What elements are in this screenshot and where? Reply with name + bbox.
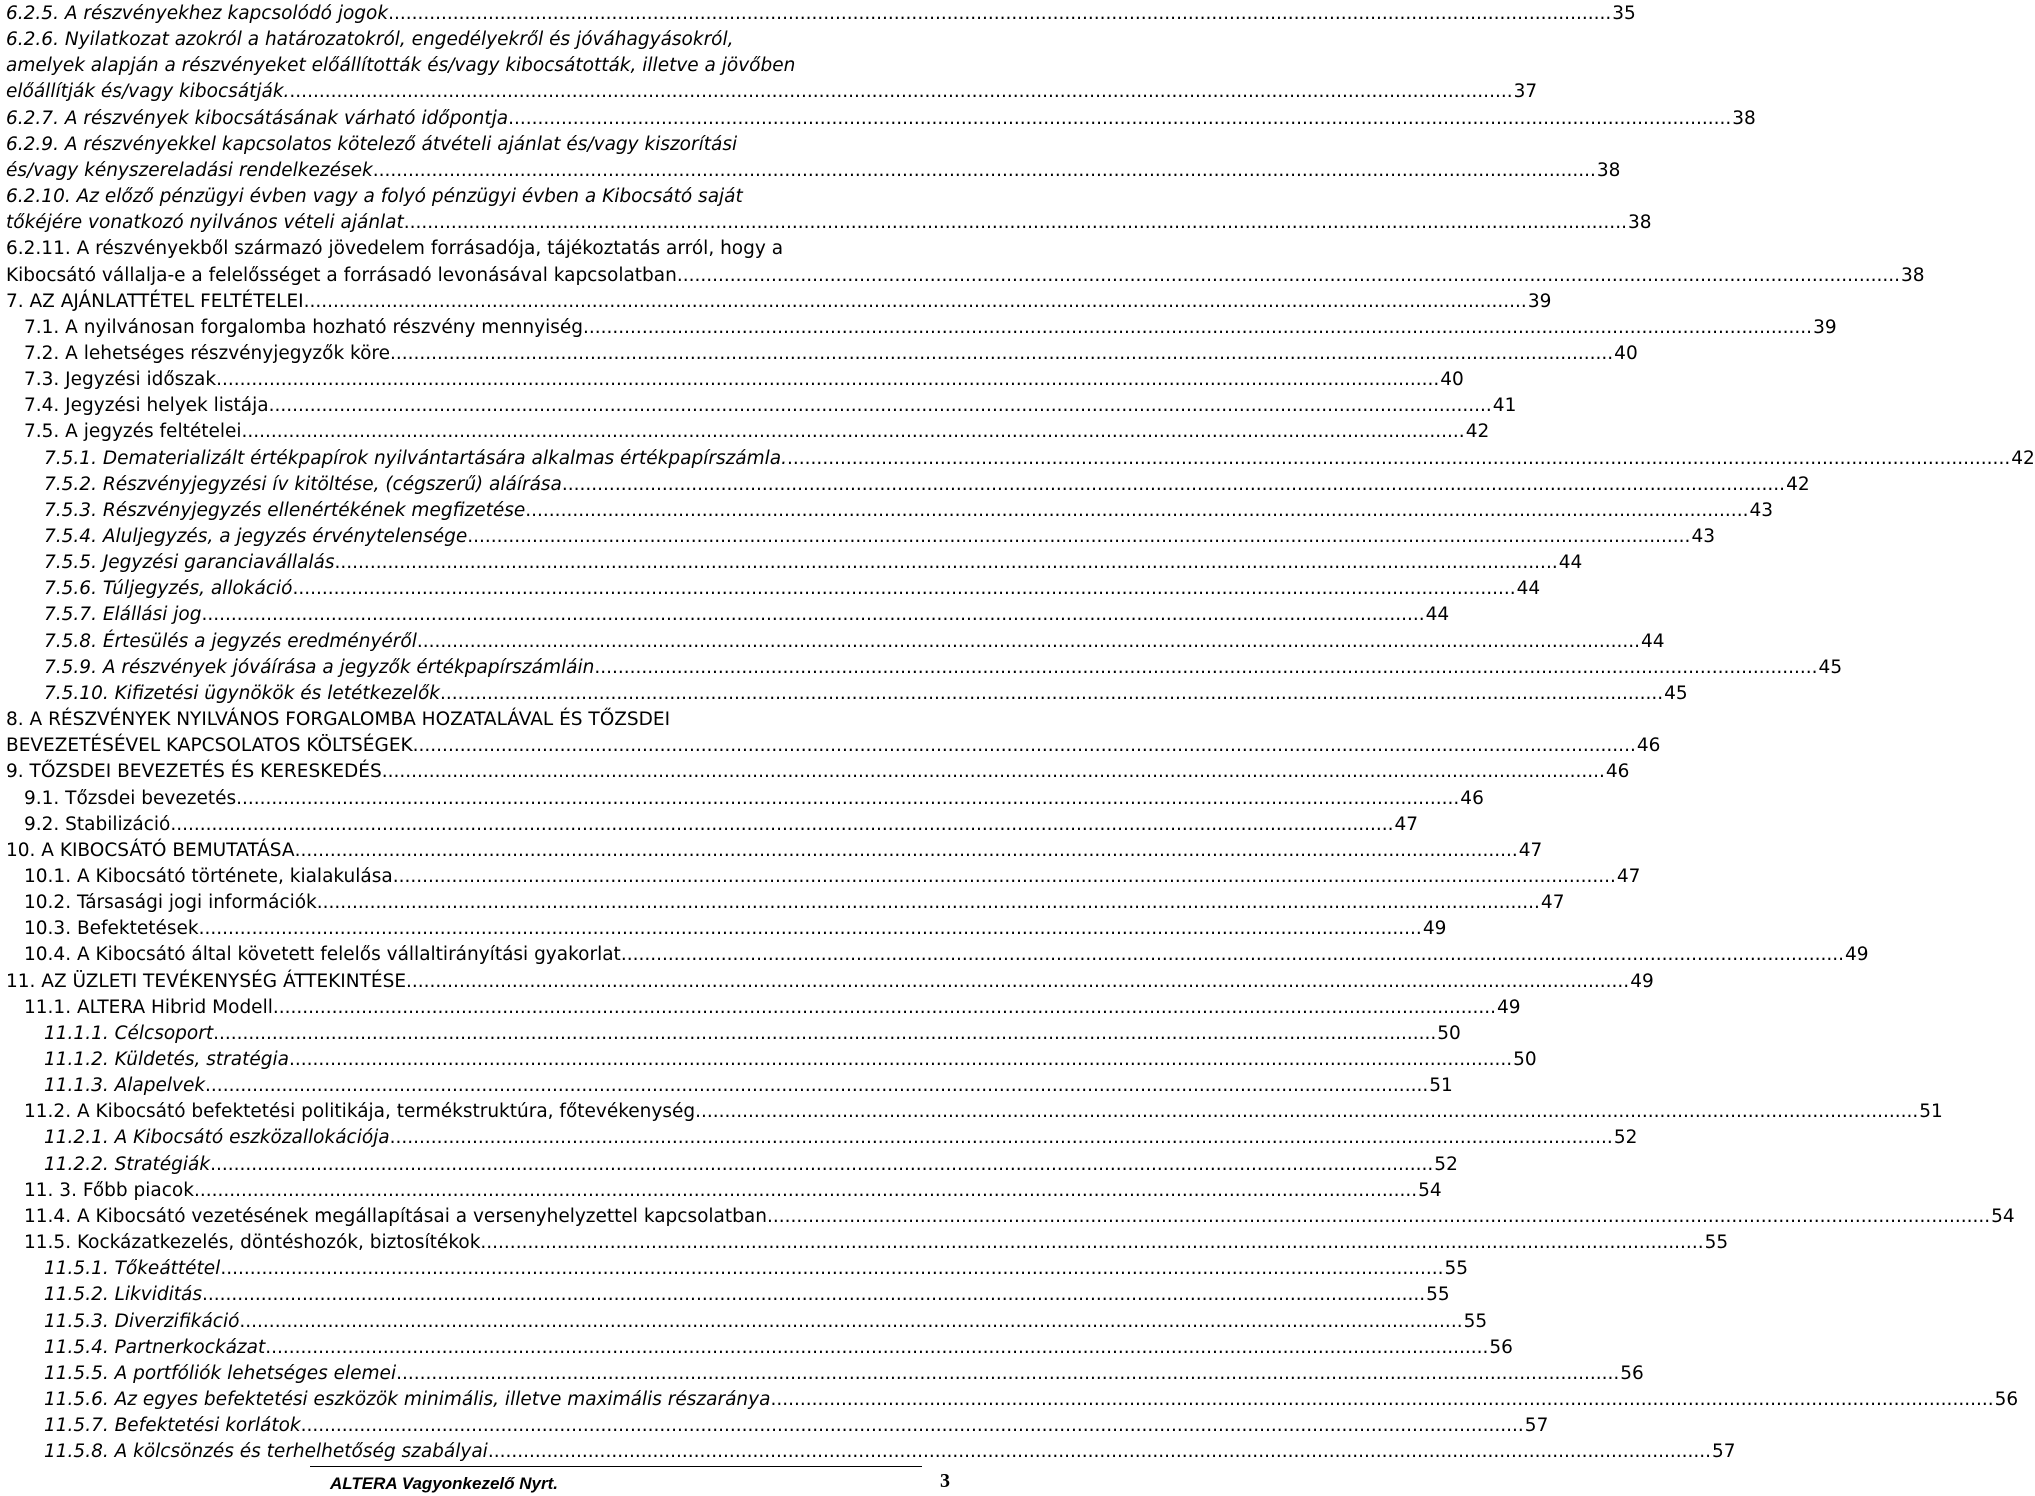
toc-dot-leader: [589, 315, 1812, 341]
toc-dot-leader: [301, 1413, 1524, 1439]
toc-entry-title: 11.1.1. Célcsoport: [44, 1022, 214, 1044]
toc-entry-title: 9.1. Tőzsdei bevezetés: [24, 787, 237, 809]
toc-entry[interactable]: [6, 158, 1621, 184]
toc-dot-leader: [695, 1099, 1918, 1125]
toc-entry[interactable]: [44, 681, 1688, 707]
toc-entry[interactable]: [24, 864, 1641, 890]
toc-dot-leader: [265, 1335, 1488, 1361]
toc-entry-title: 8. A RÉSZVÉNYEK NYILVÁNOS FORGALOMBA HOZATALÁVAL ÉS TŐZSDEI: [6, 709, 671, 731]
toc-entry[interactable]: [44, 1152, 1458, 1178]
toc-entry-title: 11.2.2. Stratégiák: [44, 1153, 211, 1175]
toc-entry-title: 7.4. Jegyzési helyek listája: [24, 395, 269, 417]
toc-entry[interactable]: [44, 498, 1773, 524]
toc-dot-leader: [404, 210, 1627, 236]
toc-entry-page: 49: [1844, 944, 1869, 966]
toc-entry[interactable]: [24, 890, 1565, 916]
toc-entry-title: 6.2.11. A részvényekből származó jövedelem forrásadója, tájékoztatás arról, hogy a: [6, 238, 784, 260]
toc-entry[interactable]: [24, 341, 1638, 367]
toc-dot-leader: [216, 367, 1439, 393]
toc-entry-title: 10.3. Befektetések: [24, 918, 199, 940]
toc-entry-title: 11.5.1. Tőkeáttétel: [44, 1258, 221, 1280]
toc-entry[interactable]: [44, 1021, 1461, 1047]
toc-entry[interactable]: [24, 916, 1447, 942]
toc-entry-page: 42: [2011, 447, 2035, 469]
toc-dot-leader: [767, 1204, 1990, 1230]
toc-entry-title: 7.5.10. Kifizetési ügynökök és letétkezelők: [44, 682, 440, 704]
toc-entry[interactable]: [6, 53, 954, 79]
toc-entry-page: 42: [1465, 421, 1490, 443]
toc-entry[interactable]: [6, 969, 1654, 995]
toc-entry-page: 49: [1497, 996, 1521, 1018]
toc-entry-title: 6.2.7. A részvények kibocsátásának várható időpontja: [6, 107, 509, 129]
toc-entry[interactable]: [24, 786, 1484, 812]
toc-dot-leader: [467, 524, 1690, 550]
toc-entry-title: 7. AZ AJÁNLATTÉTEL FELTÉTELEI: [6, 290, 304, 312]
toc-entry-title: 6.2.9. A részvényekkel kapcsolatos kötelező átvételi ajánlat és/vagy kiszorítási: [6, 133, 738, 155]
toc-entry-page: 57: [1712, 1441, 1736, 1463]
toc-entry-page: 47: [1518, 839, 1543, 861]
toc-entry[interactable]: [24, 367, 1464, 393]
toc-entry-title: 11.1. ALTERA Hibrid Modell: [24, 996, 273, 1018]
toc-entry[interactable]: [6, 27, 954, 53]
toc-entry-title: 10. A KIBOCSÁTÓ BEMUTATÁSA: [6, 839, 295, 861]
toc-entry[interactable]: [24, 419, 1490, 445]
toc-entry-page: 44: [1516, 578, 1541, 600]
toc-entry-title: 7.3. Jegyzési időszak: [24, 369, 217, 391]
toc-entry-page: 38: [1596, 159, 1621, 181]
toc-dot-leader: [210, 1152, 1433, 1178]
toc-entry[interactable]: [6, 210, 1652, 236]
toc-dot-leader: [562, 472, 1785, 498]
toc-entry-page: 43: [1691, 526, 1715, 547]
toc-entry-title: 11.1.2. Küldetés, stratégia: [44, 1049, 289, 1070]
toc-entry[interactable]: [24, 995, 1521, 1021]
toc-entry-title: 7.5.2. Részvényjegyzési ív kitöltése, (cégszerű) aláírása: [44, 473, 562, 495]
toc-dot-leader: [205, 1073, 1428, 1099]
toc-entry-title: 11.5.8. A kölcsönzés és terhelhetőség szabályai: [44, 1441, 488, 1463]
toc-entry-page: 38: [1732, 107, 1756, 129]
toc-entry-title: 11.5. Kockázatkezelés, döntéshozók, biztosítékok: [24, 1232, 481, 1254]
toc-entry-page: 37: [1513, 81, 1538, 103]
toc-dot-leader: [390, 1125, 1613, 1151]
toc-dot-leader: [292, 576, 1515, 602]
toc-entry-page: 56: [1489, 1336, 1513, 1358]
toc-entry-title: 7.5.3. Részvényjegyzés ellenértékének megfizetése: [44, 499, 526, 521]
toc-entry-page: 38: [1627, 212, 1652, 234]
toc-entry-page: 38: [1901, 264, 1925, 286]
toc-entry-title: amelyek alapján a részvényeket előállították és/vagy kibocsátották, illetve a jövőben: [6, 55, 796, 77]
toc-entry[interactable]: [44, 1361, 1644, 1387]
toc-entry[interactable]: [44, 550, 1583, 576]
toc-entry-title: 11.4. A Kibocsátó vezetésének megállapításai a versenyhelyzettel kapcsolatban: [24, 1205, 767, 1227]
toc-entry-page: 56: [1994, 1388, 2019, 1410]
toc-entry-title: 6.2.5. A részvényekhez kapcsolódó jogok: [6, 3, 389, 24]
toc-entry-title: 11.2. A Kibocsátó befektetési politikája, termékstruktúra, főtevékenység: [24, 1101, 696, 1123]
toc-entry[interactable]: [24, 942, 1869, 968]
toc-dot-leader: [170, 812, 1393, 838]
toc-dot-leader: [525, 498, 1748, 524]
toc-entry-title: 7.5.4. Aluljegyzés, a jegyzés érvénytelensége: [44, 526, 468, 547]
toc-entry-page: 56: [1620, 1362, 1644, 1384]
toc-entry-title: 10.2. Társasági jogi információk: [24, 892, 317, 914]
toc-entry-page: 52: [1434, 1153, 1458, 1175]
toc-dot-leader: [488, 1439, 1711, 1465]
toc-entry-page: 45: [1818, 656, 1843, 678]
toc-dot-leader: [295, 838, 1518, 864]
toc-entry[interactable]: [6, 106, 1756, 132]
toc-entry-title: 11.5.4. Partnerkockázat: [44, 1336, 266, 1358]
toc-entry[interactable]: [6, 263, 1925, 289]
toc-entry-page: 43: [1749, 499, 1773, 521]
toc-entry-page: 54: [1418, 1179, 1442, 1201]
toc-entry[interactable]: [44, 1256, 1469, 1282]
toc-entry-title: BEVEZETÉSÉVEL KAPCSOLATOS KÖLTSÉGEK: [6, 735, 413, 757]
toc-entry-title: 9. TŐZSDEI BEVEZETÉS ÉS KERESKEDÉS: [6, 761, 382, 783]
toc-entry-title: 10.1. A Kibocsátó története, kialakulása: [24, 865, 393, 887]
toc-dot-leader: [396, 1361, 1619, 1387]
toc-entry[interactable]: [24, 1099, 1943, 1125]
toc-entry-page: 41: [1492, 395, 1517, 417]
toc-dot-leader: [390, 341, 1613, 367]
toc-entry-page: 55: [1426, 1284, 1450, 1306]
toc-entry-title: 11. AZ ÜZLETI TEVÉKENYSÉG ÁTTEKINTÉSE: [6, 970, 407, 992]
toc-dot-leader: [213, 1021, 1436, 1047]
toc-dot-leader: [677, 263, 1900, 289]
toc-entry-title: előállítják és/vagy kibocsátják.: [6, 81, 290, 103]
toc-entry-title: 7.5. A jegyzés feltételei: [24, 421, 242, 443]
toc-dot-leader: [388, 1, 1611, 27]
toc-entry-title: 9.2. Stabilizáció: [24, 813, 171, 835]
toc-entry-page: 49: [1422, 918, 1447, 940]
toc-entry-page: 47: [1616, 865, 1641, 887]
toc-dot-leader: [304, 289, 1527, 315]
toc-entry-title: 11.5.6. Az egyes befektetési eszközök minimális, illetve maximális részaránya: [44, 1388, 771, 1410]
toc-dot-leader: [202, 1282, 1425, 1308]
footer-page-number: 3: [940, 1470, 950, 1492]
toc-entry-page: 46: [1605, 761, 1630, 783]
toc-entry[interactable]: [44, 1413, 1549, 1439]
toc-entry-title: Kibocsátó vállalja-e a felelősséget a forrásadó levonásával kapcsolatban: [6, 264, 677, 286]
toc-entry[interactable]: [6, 1, 1636, 27]
toc-entry-title: 11.5.3. Diverzifikáció: [44, 1310, 240, 1332]
toc-entry[interactable]: [44, 446, 2035, 472]
toc-entry-page: 44: [1425, 604, 1450, 626]
toc-dot-leader: [413, 733, 1636, 759]
toc-entry[interactable]: [6, 733, 1661, 759]
toc-entry-title: 7.5.1. Dematerializált értékpapírok nyilvántartására alkalmas értékpapírszámla.: [44, 447, 788, 469]
toc-dot-leader: [289, 1047, 1512, 1073]
toc-dot-leader: [335, 550, 1558, 576]
toc-entry[interactable]: [44, 1335, 1513, 1361]
toc-dot-leader: [417, 629, 1640, 655]
toc-entry[interactable]: [44, 1439, 1736, 1465]
toc-entry-page: 42: [1786, 473, 1810, 495]
toc-entry-page: 55: [1463, 1310, 1488, 1332]
toc-entry[interactable]: [44, 472, 1810, 498]
toc-dot-leader: [269, 393, 1492, 419]
toc-entry[interactable]: [24, 315, 1837, 341]
toc-entry[interactable]: [24, 393, 1517, 419]
toc-entry-page: 47: [1540, 892, 1565, 914]
toc-entry-title: tőkéjére vonatkozó nyilvános vételi ajánlat: [6, 212, 404, 234]
toc-entry-page: 46: [1460, 787, 1484, 809]
toc-entry-page: 50: [1437, 1022, 1461, 1044]
toc-entry-title: 7.5.7. Elállási jog: [44, 604, 202, 626]
toc-entry-page: 40: [1440, 369, 1464, 391]
toc-dot-leader: [194, 1178, 1417, 1204]
toc-entry[interactable]: [6, 838, 1543, 864]
toc-entry-page: 40: [1614, 342, 1638, 364]
toc-entry-page: 44: [1641, 630, 1665, 652]
toc-dot-leader: [770, 1387, 1993, 1413]
toc-dot-leader: [440, 681, 1663, 707]
toc-entry[interactable]: [44, 655, 1843, 681]
toc-entry-page: 49: [1630, 970, 1654, 992]
toc-entry[interactable]: [6, 79, 1538, 105]
toc-entry-title: 7.5.5. Jegyzési garanciavállalás: [44, 552, 335, 574]
toc-entry[interactable]: [44, 1125, 1638, 1151]
toc-entry-title: 10.4. A Kibocsátó által követett felelős vállaltirányítási gyakorlat: [24, 944, 621, 966]
toc-entry-page: 35: [1612, 3, 1636, 24]
toc-entry[interactable]: [44, 1387, 2019, 1413]
toc-entry-page: 50: [1513, 1049, 1537, 1070]
toc-entry-page: 55: [1704, 1232, 1729, 1254]
toc-entry-title: 7.5.8. Értesülés a jegyzés eredményéről: [44, 630, 417, 652]
toc-entry[interactable]: [44, 1282, 1450, 1308]
toc-dot-leader: [594, 655, 1817, 681]
toc-entry[interactable]: [6, 759, 1630, 785]
toc-entry-page: 44: [1558, 552, 1583, 574]
toc-dot-leader: [787, 446, 2010, 472]
toc-entry[interactable]: [24, 1230, 1729, 1256]
footer-company-name: ALTERA Vagyonkezelő Nyrt.: [330, 1474, 558, 1493]
toc-dot-leader: [289, 79, 1512, 105]
toc-entry-title: 11.5.5. A portfóliók lehetséges elemei: [44, 1362, 397, 1384]
toc-entry[interactable]: [6, 707, 954, 733]
toc-dot-leader: [273, 995, 1496, 1021]
toc-dot-leader: [406, 969, 1629, 995]
toc-entry[interactable]: [6, 184, 954, 210]
toc-entry[interactable]: [6, 236, 954, 262]
toc-entry-page: 47: [1394, 813, 1419, 835]
toc-entry-page: 57: [1524, 1415, 1549, 1437]
toc-entry-page: 52: [1613, 1127, 1638, 1149]
toc-entry-title: 11.1.3. Alapelvek: [44, 1075, 206, 1097]
toc-dot-leader: [621, 942, 1844, 968]
toc-entry-title: 6.2.10. Az előző pénzügyi évben vagy a folyó pénzügyi évben a Kibocsátó saját: [6, 186, 743, 208]
toc-entry-title: 7.1. A nyilvánosan forgalomba hozható részvény mennyiség.: [24, 316, 589, 338]
toc-entry-page: 39: [1813, 316, 1837, 338]
toc-entry[interactable]: [24, 1178, 1442, 1204]
toc-dot-leader: [508, 106, 1731, 132]
toc-dot-leader: [239, 1309, 1462, 1335]
toc-entry-title: 6.2.6. Nyilatkozat azokról a határozatokról, engedélyekről és jóváhagyásokról,: [6, 29, 734, 51]
toc-entry-page: 54: [1991, 1205, 2015, 1227]
toc-dot-leader: [373, 158, 1596, 184]
toc-entry-page: 39: [1527, 290, 1552, 312]
toc-dot-leader: [480, 1230, 1703, 1256]
toc-entry-title: 11. 3. Főbb piacok: [24, 1179, 194, 1201]
toc-entry[interactable]: [24, 1204, 2015, 1230]
toc-dot-leader: [201, 602, 1424, 628]
footer-rule: [310, 1466, 922, 1467]
toc-entry[interactable]: [44, 1047, 1537, 1073]
toc-dot-leader: [242, 419, 1465, 445]
toc-entry[interactable]: [44, 1073, 1453, 1099]
toc-entry-page: 51: [1919, 1101, 1943, 1123]
toc-entry-title: és/vagy kényszereladási rendelkezések: [6, 159, 373, 181]
toc-entry[interactable]: [6, 289, 1552, 315]
toc-dot-leader: [199, 916, 1422, 942]
toc-entry[interactable]: [24, 812, 1419, 838]
toc-entry-title: 11.5.2. Likviditás: [44, 1284, 202, 1306]
toc-entry-title: 7.5.6. Túljegyzés, allokáció: [44, 578, 293, 600]
toc-dot-leader: [220, 1256, 1443, 1282]
toc-dot-leader: [236, 786, 1459, 812]
toc-dot-leader: [382, 759, 1605, 785]
toc-entry[interactable]: [44, 576, 1541, 602]
toc-entry-title: 7.5.9. A részvények jóváírása a jegyzők értékpapírszámláin: [44, 656, 595, 678]
toc-dot-leader: [393, 864, 1616, 890]
toc-entry[interactable]: [44, 602, 1450, 628]
toc-entry-page: 45: [1664, 682, 1688, 704]
toc-entry-page: 46: [1636, 735, 1661, 757]
toc-dot-leader: [317, 890, 1540, 916]
toc-entry[interactable]: [44, 629, 1665, 655]
toc-entry-page: 55: [1444, 1258, 1469, 1280]
toc-entry-title: 7.2. A lehetséges részvényjegyzők köre: [24, 342, 390, 364]
toc-entry[interactable]: [6, 132, 954, 158]
toc-entry[interactable]: [44, 1309, 1488, 1335]
toc-entry[interactable]: [44, 524, 1715, 550]
toc-entry-page: 51: [1429, 1075, 1453, 1097]
toc-entry-title: 11.2.1. A Kibocsátó eszközallokációja: [44, 1127, 390, 1149]
toc-entry-title: 11.5.7. Befektetési korlátok: [44, 1415, 301, 1437]
